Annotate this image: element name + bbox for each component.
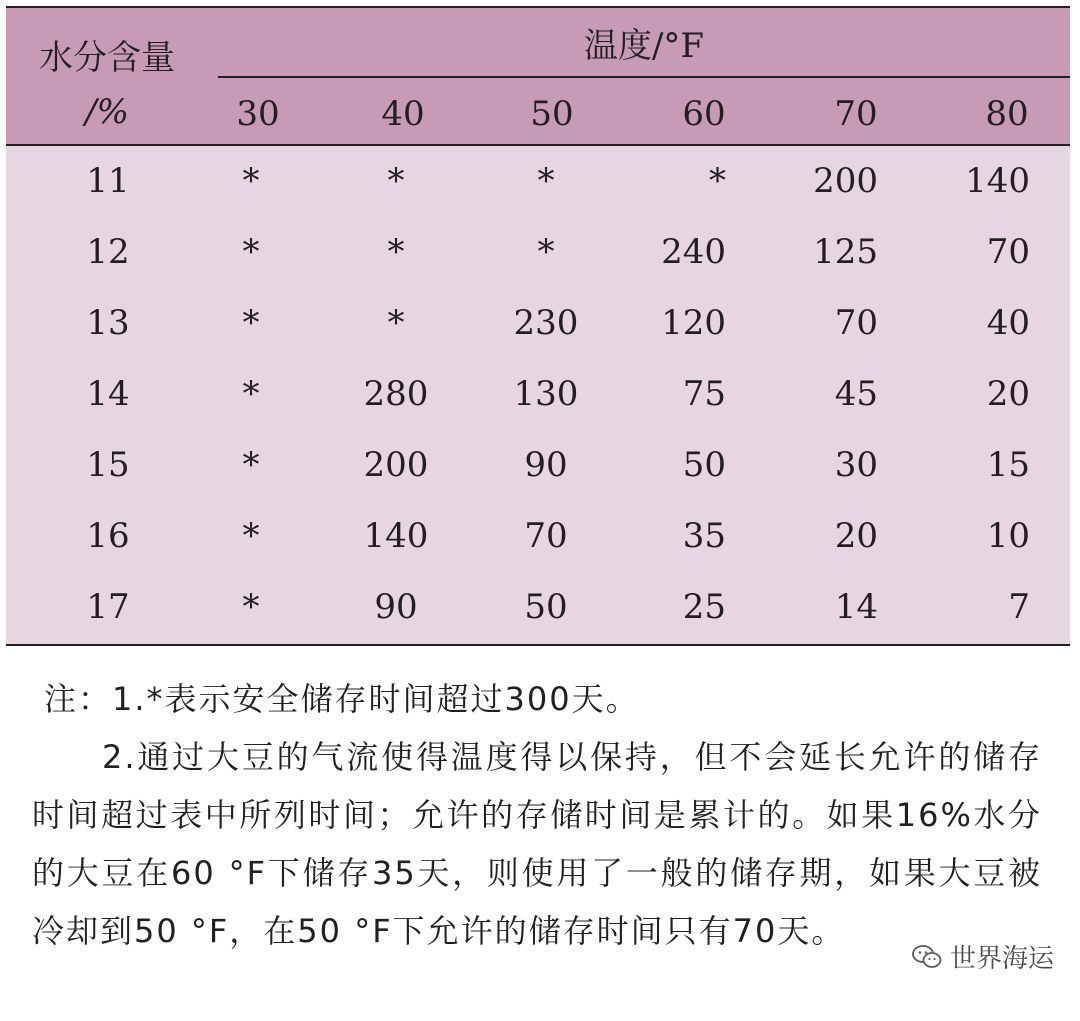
storage-time-table [6,6,1070,646]
note-1: 注：1.*表示安全储存时间超过300天。 [44,680,640,718]
value-cell: 240 [661,232,726,272]
value-cell: 70 [986,232,1030,272]
value-cell: * [537,161,555,201]
watermark [908,936,1058,977]
watermark-label: 世界海运 [949,944,1054,974]
value-cell: * [387,303,405,343]
table-row [6,501,1070,572]
value-cell: * [709,161,726,201]
value-cell: 50 [524,587,568,627]
value-cell: 7 [1008,587,1030,627]
table-row [6,430,1070,501]
value-cell: * [387,161,405,201]
value-cell: * [242,303,260,343]
table-row [6,572,1070,643]
moisture-unit: /% [85,92,129,132]
value-cell: 45 [834,374,878,414]
temp-col-header: 60 [682,94,726,134]
value-cell: * [242,587,260,627]
table-row [6,146,1070,217]
value-cell: 14 [834,587,878,627]
table-row [6,359,1070,430]
header-divider [218,76,1070,78]
value-cell: 75 [682,374,726,414]
value-cell: 50 [682,445,726,485]
moisture-cell: 11 [86,161,130,201]
temp-col-header: 50 [530,94,574,134]
value-cell: 40 [986,303,1030,343]
wechat-icon [912,944,942,970]
value-cell: 200 [813,161,878,201]
table-header [6,8,1070,146]
value-cell: 140 [363,516,429,556]
moisture-cell: 16 [86,516,130,556]
table-row [6,288,1070,359]
value-cell: * [387,232,405,272]
value-cell: 125 [813,232,878,272]
temp-col-header: 40 [381,94,425,134]
value-cell: 90 [524,445,568,485]
moisture-cell: 13 [86,303,130,343]
table-notes [32,670,1042,960]
value-cell: * [242,161,260,201]
value-cell: * [242,445,260,485]
value-cell: 35 [682,516,726,556]
value-cell: 140 [965,161,1030,201]
table-row [6,217,1070,288]
moisture-cell: 14 [86,374,130,414]
value-cell: 280 [363,374,429,414]
value-cell: 30 [834,445,878,485]
temp-col-header: 30 [236,94,280,134]
moisture-header: 水分含量 [39,38,175,78]
value-cell: 90 [374,587,418,627]
value-cell: 10 [986,516,1030,556]
value-cell: 230 [513,303,579,343]
value-cell: 20 [986,374,1030,414]
value-cell: 120 [661,303,726,343]
value-cell: * [242,232,260,272]
value-cell: * [242,516,260,556]
moisture-cell: 15 [86,445,130,485]
value-cell: 130 [513,374,579,414]
value-cell: 200 [363,445,429,485]
value-cell: * [537,232,555,272]
value-cell: 25 [682,587,726,627]
value-cell: 15 [986,445,1030,485]
value-cell: * [242,374,260,414]
moisture-cell: 17 [86,587,130,627]
temperature-header: 温度/°F [583,26,705,66]
value-cell: 70 [524,516,568,556]
temp-col-header: 80 [985,94,1029,134]
value-cell: 20 [834,516,878,556]
value-cell: 70 [834,303,878,343]
moisture-cell: 12 [86,232,130,272]
note-2: 2.通过大豆的气流使得温度得以保持，但不会延长允许的储存时间超过表中所列时间；允许的存储时间是累计的。如果16%水分的大豆在60 °F下储存35天，则使用了一般的储存期，如果大豆被冷却到50 °F，在50 °F下允许的储存时间只有70天。 [32,738,1042,950]
temp-col-header: 70 [834,94,878,134]
